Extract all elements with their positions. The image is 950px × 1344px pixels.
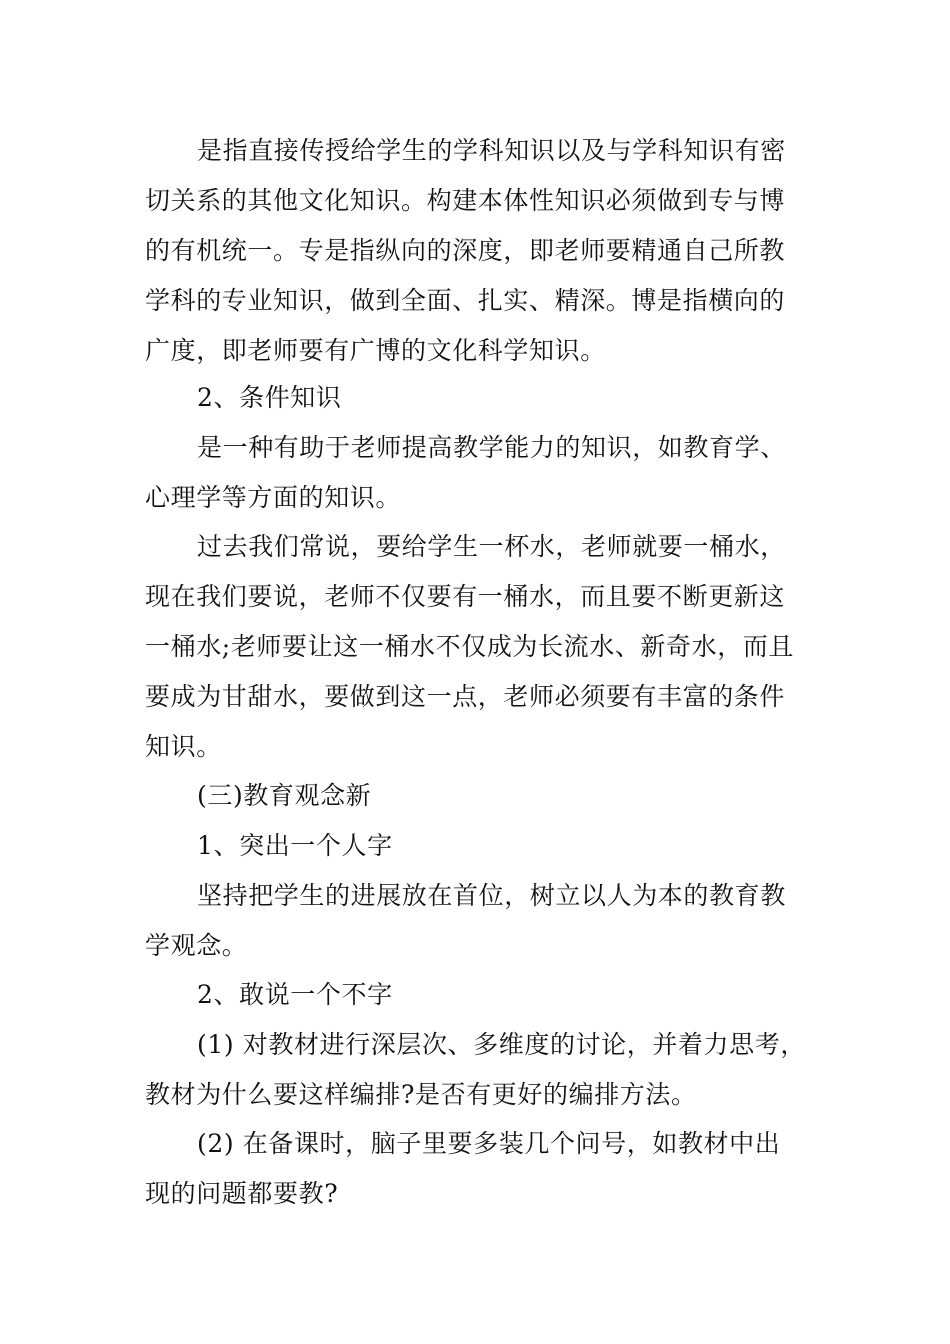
text-line: 2、条件知识	[197, 383, 342, 412]
heading-highlight-person	[145, 821, 815, 871]
text-line: 的有机统一。专是指纵向的深度，即老师要精通自己所教	[145, 236, 786, 265]
paragraph-item-1	[145, 1020, 815, 1120]
text-line: 1、突出一个人字	[197, 831, 393, 860]
text-line: 是一种有助于老师提高教学能力的知识，如教育学、	[197, 433, 786, 462]
text-line: (三)教育观念新	[197, 781, 372, 810]
paragraph-item-2	[145, 1119, 815, 1219]
text-line: 切关系的其他文化知识。构建本体性知识必须做到专与博	[145, 186, 786, 215]
text-line: 要成为甘甜水，要做到这一点，老师必须要有丰富的条件	[145, 682, 786, 711]
text-line: 是指直接传授给学生的学科知识以及与学科知识有密	[197, 136, 786, 165]
text-line: 学科的专业知识，做到全面、扎实、精深。博是指横向的	[145, 286, 786, 315]
text-line: 坚持把学生的进展放在首位，树立以人为本的教育教	[197, 881, 786, 910]
heading-education-concept	[145, 771, 815, 821]
text-line: 知识。	[145, 732, 222, 761]
text-line: 一桶水;老师要让这一桶水不仅成为长流水、新奇水，而且	[145, 632, 795, 661]
text-line: (2) 在备课时，脑子里要多装几个问号，如教材中出	[197, 1129, 781, 1158]
paragraph-bucket-of-water	[145, 522, 815, 772]
text-line: 学观念。	[145, 931, 248, 960]
text-line: 现在我们要说，老师不仅要有一桶水，而且要不断更新这	[145, 582, 786, 611]
text-line: (1) 对教材进行深层次、多维度的讨论，并着力思考，	[197, 1030, 806, 1059]
heading-dare-say-no	[145, 970, 815, 1020]
paragraph-conditional-knowledge	[145, 423, 815, 523]
text-line: 过去我们常说，要给学生一杯水，老师就要一桶水，	[197, 532, 786, 561]
text-line: 现的问题都要教?	[145, 1179, 339, 1208]
heading-conditional-knowledge	[145, 373, 815, 423]
text-line: 心理学等方面的知识。	[145, 483, 402, 512]
paragraph-student-first	[145, 871, 815, 971]
paragraph-subject-knowledge	[145, 126, 815, 376]
text-line: 广度，即老师要有广博的文化科学知识。	[145, 336, 606, 365]
text-line: 教材为什么要这样编排?是否有更好的编排方法。	[145, 1080, 697, 1109]
text-line: 2、敢说一个不字	[197, 980, 393, 1009]
